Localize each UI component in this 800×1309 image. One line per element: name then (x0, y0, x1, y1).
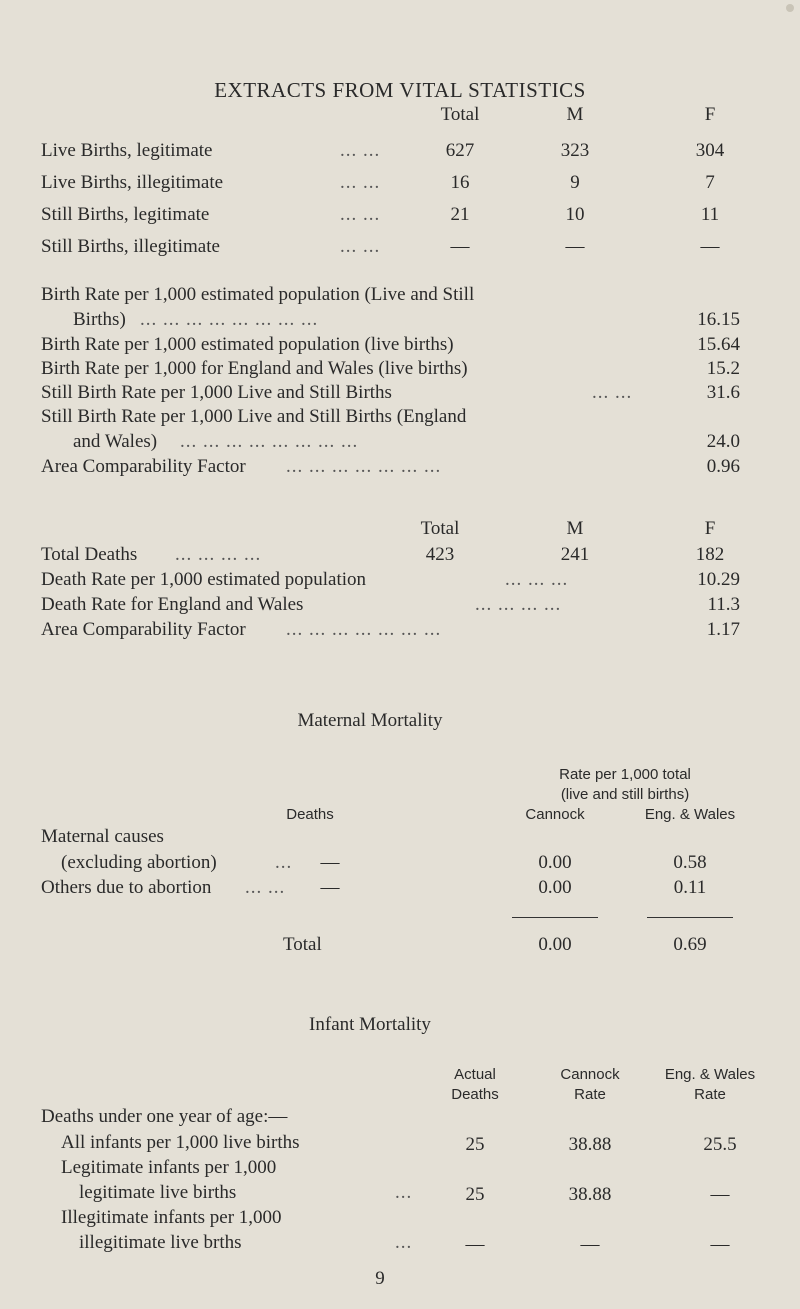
births-f: 304 (695, 140, 725, 161)
maternal-total-rule-cannock (512, 917, 598, 918)
infant-col-eng: Eng. & Wales (664, 1066, 756, 1083)
print-mark (786, 4, 794, 12)
infant-cannock: 38.88 (568, 1134, 612, 1155)
infant-row-label: All infants per 1,000 live births (61, 1132, 300, 1153)
births-row-label: Still Births, legitimate (41, 204, 210, 225)
deaths-f: 182 (695, 544, 725, 565)
maternal-row-label: Others due to abortion (41, 877, 212, 898)
rate-label-continued: Births) (73, 309, 126, 330)
page-title: EXTRACTS FROM VITAL STATISTICS (214, 78, 586, 102)
infant-row-label: Legitimate infants per 1,000 (61, 1157, 277, 1178)
infant-col-cannock-sub: Rate (574, 1086, 606, 1103)
deaths-header-m: M (566, 518, 584, 539)
maternal-col-cannock: Cannock (525, 806, 585, 823)
death-rate-value: 1.17 (706, 619, 740, 640)
maternal-cannock: 0.00 (538, 877, 572, 898)
infant-col-eng-sub: Rate (694, 1086, 726, 1103)
maternal-col-eng: Eng. & Wales (644, 806, 736, 823)
births-header-f: F (704, 104, 716, 125)
births-total: 16 (450, 172, 470, 193)
maternal-rate-header: Rate per 1,000 total (559, 766, 691, 783)
births-total: — (450, 236, 470, 257)
infant-actual: 25 (465, 1184, 485, 1205)
rate-label: Still Birth Rate per 1,000 Live and Still Births (41, 382, 392, 403)
births-f: 11 (700, 204, 720, 225)
rate-value: 0.96 (706, 456, 740, 477)
infant-cannock: — (580, 1234, 600, 1255)
rate-value: 24.0 (706, 431, 740, 452)
births-header-total: Total (440, 104, 480, 125)
deaths-header-f: F (704, 518, 716, 539)
infant-col-actual: Actual (454, 1066, 496, 1083)
death-rate-value: 10.29 (697, 569, 740, 590)
rate-label-continued: and Wales) (73, 431, 158, 452)
leader-dots: ... ... ... ... ... ... ... (286, 619, 442, 640)
infant-col-cannock: Cannock (560, 1066, 620, 1083)
births-total: 627 (445, 140, 475, 161)
rate-value: 15.64 (697, 334, 740, 355)
infant-cannock: 38.88 (568, 1184, 612, 1205)
maternal-total-eng: 0.69 (673, 934, 707, 955)
births-m: 10 (565, 204, 585, 225)
death-rate-label: Death Rate for England and Wales (41, 594, 304, 615)
rate-label: Birth Rate per 1,000 for England and Wales (live births) (41, 358, 468, 379)
rate-value: 31.6 (706, 382, 740, 403)
rate-label: Still Birth Rate per 1,000 Live and Still Births (England (41, 406, 467, 427)
infant-actual: 25 (465, 1134, 485, 1155)
rate-value: 16.15 (697, 309, 740, 330)
maternal-row-label: (excluding abortion) (61, 852, 217, 873)
death-rate-label: Area Comparability Factor (41, 619, 246, 640)
births-row-label: Live Births, illegitimate (41, 172, 224, 193)
infant-actual: — (465, 1234, 485, 1255)
death-rate-label: Death Rate per 1,000 estimated population (41, 569, 367, 590)
births-m: 323 (560, 140, 590, 161)
infant-col-actual-sub: Deaths (451, 1086, 499, 1103)
leader-dots: ... (275, 852, 293, 873)
maternal-causes-label: Maternal causes (41, 826, 164, 847)
rate-label: Area Comparability Factor (41, 456, 246, 477)
maternal-total-cannock: 0.00 (538, 934, 572, 955)
deaths-header-total: Total (420, 518, 460, 539)
infant-row-label-continued: illegitimate live brths (79, 1232, 242, 1253)
total-deaths-label: Total Deaths (41, 544, 138, 565)
leader-dots: ... (395, 1232, 413, 1253)
maternal-total-rule-eng (647, 917, 733, 918)
births-row-label: Still Births, illegitimate (41, 236, 220, 257)
rate-value: 15.2 (706, 358, 740, 379)
maternal-title: Maternal Mortality (297, 710, 443, 731)
infant-eng: — (710, 1184, 730, 1205)
maternal-deaths: — (320, 852, 340, 873)
leader-dots: ... ... (340, 140, 381, 161)
maternal-rate-header-sub: (live and still births) (560, 786, 690, 803)
deaths-m: 241 (560, 544, 590, 565)
maternal-col-deaths: Deaths (286, 806, 334, 823)
deaths-total: 423 (425, 544, 455, 565)
births-f: 7 (705, 172, 715, 193)
leader-dots: ... ... (245, 877, 286, 898)
births-header-m: M (566, 104, 584, 125)
maternal-deaths: — (320, 877, 340, 898)
maternal-cannock: 0.00 (538, 852, 572, 873)
leader-dots: ... ... (340, 236, 381, 257)
maternal-total-label: Total (283, 934, 322, 955)
infant-intro: Deaths under one year of age:— (41, 1106, 288, 1127)
leader-dots: ... ... ... ... ... ... ... ... (140, 309, 319, 330)
maternal-eng: 0.58 (673, 852, 707, 873)
infant-row-label: Illegitimate infants per 1,000 (61, 1207, 282, 1228)
leader-dots: ... ... ... ... (175, 544, 262, 565)
leader-dots: ... ... ... (505, 569, 569, 590)
death-rate-value: 11.3 (707, 594, 740, 615)
maternal-eng: 0.11 (673, 877, 707, 898)
page-number: 9 (375, 1268, 385, 1289)
rate-label: Birth Rate per 1,000 estimated population (Live and Still (41, 284, 475, 305)
leader-dots: ... ... (340, 172, 381, 193)
births-m: 9 (570, 172, 580, 193)
leader-dots: ... ... ... ... ... ... ... (286, 456, 442, 477)
leader-dots: ... ... ... ... ... ... ... ... (180, 431, 359, 452)
rate-label: Birth Rate per 1,000 estimated population (live births) (41, 334, 454, 355)
infant-eng: — (710, 1234, 730, 1255)
leader-dots: ... ... (340, 204, 381, 225)
births-f: — (700, 236, 720, 257)
leader-dots: ... (395, 1182, 413, 1203)
births-row-label: Live Births, legitimate (41, 140, 213, 161)
leader-dots: ... ... (592, 382, 633, 403)
infant-eng: 25.5 (703, 1134, 737, 1155)
infant-row-label-continued: legitimate live births (79, 1182, 237, 1203)
births-m: — (565, 236, 585, 257)
births-total: 21 (450, 204, 470, 225)
leader-dots: ... ... ... ... (475, 594, 562, 615)
infant-title: Infant Mortality (309, 1014, 431, 1035)
